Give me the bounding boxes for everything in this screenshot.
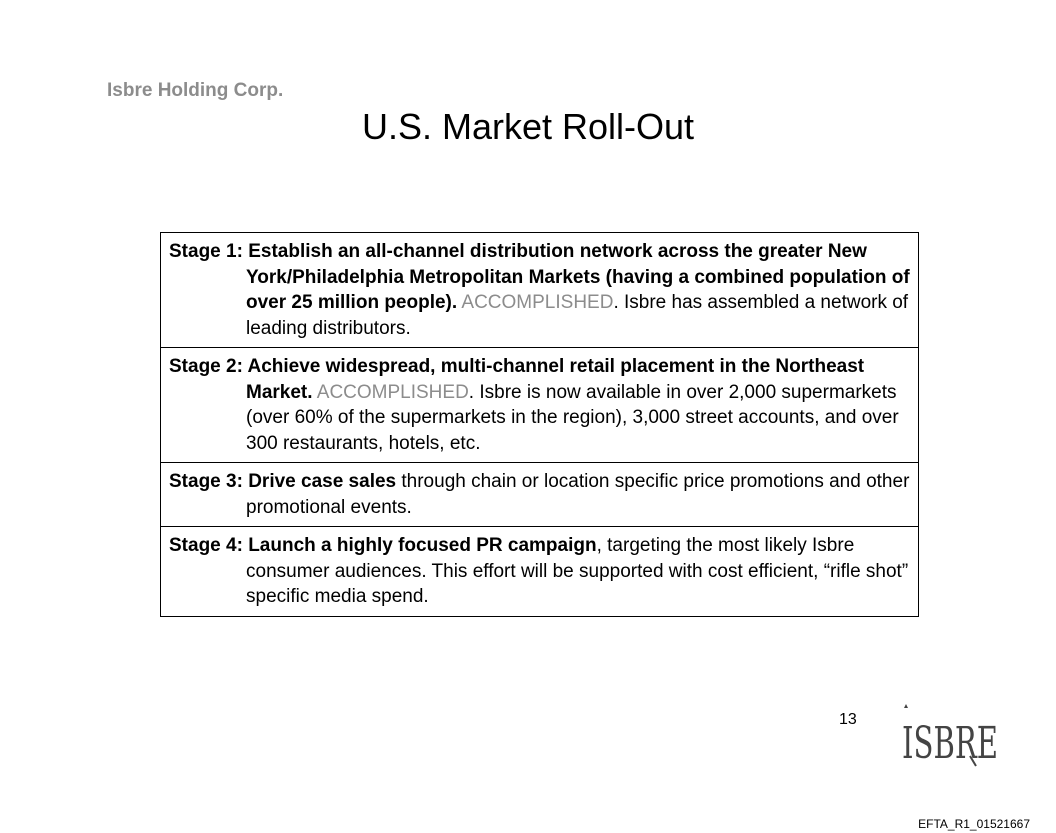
stage-2-status: ACCOMPLISHED (316, 381, 469, 403)
isbre-logo-text: ISBRE (902, 718, 998, 769)
company-name: Isbre Holding Corp. (107, 80, 284, 101)
stage-4 (161, 527, 918, 616)
stage-2-label: Stage 2: (169, 356, 243, 377)
stage-1-heading: Establish an all-channel distribution network across the greater New York/Philadelphia Metropolitan Markets (having a combined population of over 25 million people). (242, 241, 910, 313)
stage-3-label: Stage 3: (169, 471, 243, 492)
stage-3-text: through chain or location specific price promotions and other promotional events. (246, 471, 910, 518)
stage-2-text: . Isbre is now available in over 2,000 supermarkets (over 60% of the supermarkets in the region), 3,000 street accounts, and over 300 restaurants, hotels, etc. (246, 381, 899, 454)
stage-3-heading: Drive case sales (242, 471, 397, 492)
page-number: 13 (839, 711, 857, 728)
stage-3 (161, 463, 918, 527)
isbre-logo (900, 700, 1000, 771)
stage-1-status: ACCOMPLISHED (461, 292, 614, 313)
stage-2-heading: Achieve widespread, multi-channel retail placement in the Northeast Market. (242, 356, 865, 403)
stage-1 (161, 233, 918, 348)
stage-1-text: . Isbre has assembled a network of leading distributors. (246, 292, 909, 339)
isbre-logo-mark (900, 700, 1000, 769)
stage-4-text: , targeting the most likely Isbre consumer audiences. This effort will be supported with cost efficient, “rifle shot” specific media spend. (246, 535, 909, 607)
page-title: U.S. Market Roll-Out (361, 106, 695, 147)
stages-table (160, 232, 919, 617)
document-id: EFTA_R1_01521667 (918, 817, 1030, 831)
stage-4-label: Stage 4: (169, 535, 243, 556)
stage-1-label: Stage 1: (169, 241, 243, 262)
stage-2 (161, 348, 918, 463)
stage-4-heading: Launch a highly focused PR campaign (242, 535, 597, 556)
